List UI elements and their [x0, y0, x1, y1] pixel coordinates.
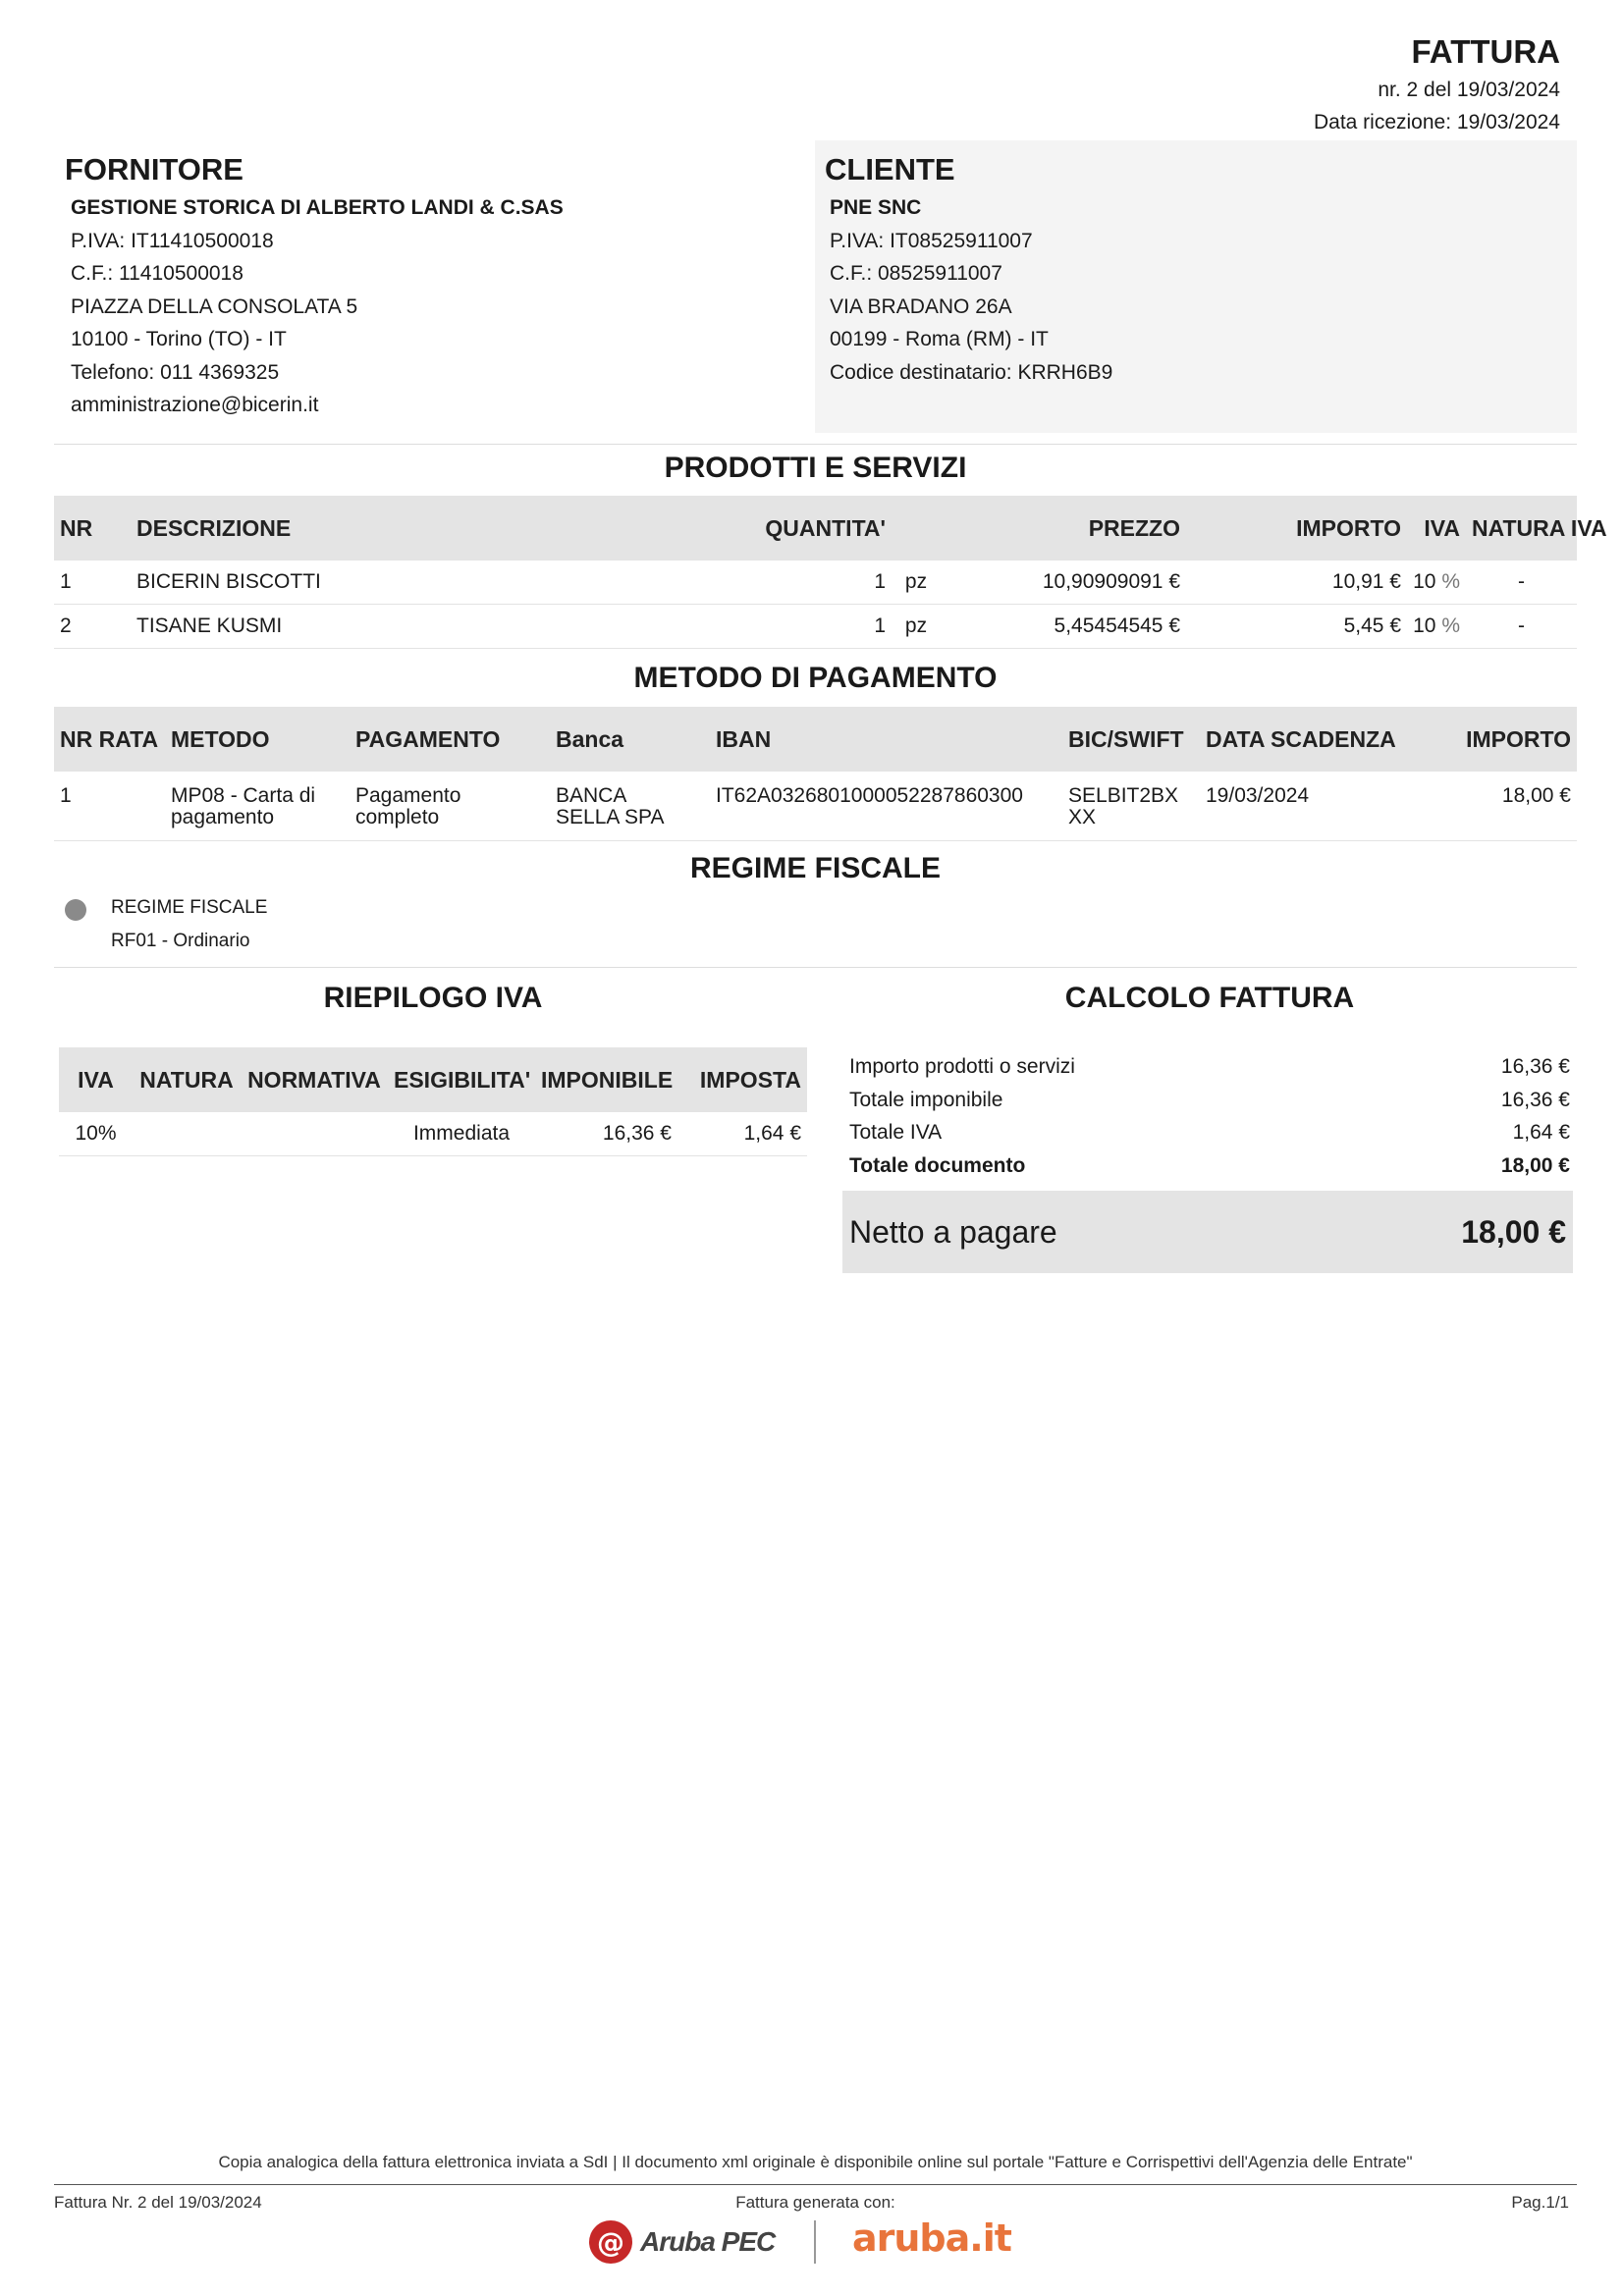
fornitore-piva: P.IVA: IT11410500018 [71, 229, 274, 252]
aruba-it-logo: aruba.it [852, 2216, 1011, 2260]
row-natura: - [1466, 561, 1577, 605]
calcolo-row [842, 1116, 1577, 1149]
col-iban: IBAN [710, 707, 1062, 772]
pagamento-table [54, 707, 1577, 841]
row-natura [133, 1112, 241, 1156]
row-esigibilita: Immediata [388, 1112, 535, 1156]
row-bic-line1: SELBIT2BX [1068, 784, 1179, 807]
fornitore-address: PIAZZA DELLA CONSOLATA 5 [71, 294, 358, 318]
table-row [54, 772, 1577, 841]
cliente-codice: Codice destinatario: KRRH6B9 [830, 360, 1113, 384]
riepilogo-title: RIEPILOGO IVA [323, 982, 543, 1014]
col-descrizione: DESCRIZIONE [131, 496, 680, 561]
row-iban: IT62A0326801000052287860300 [710, 772, 1062, 841]
row-unita: pz [892, 561, 941, 605]
aruba-pec-logo-text: Aruba PEC [640, 2226, 776, 2257]
col-normativa: NORMATIVA [241, 1047, 388, 1112]
calcolo-row [842, 1084, 1577, 1117]
col-metodo: METODO [165, 707, 350, 772]
row-iva-value: 10 [1413, 570, 1436, 593]
footer-note: Copia analogica della fattura elettronica inviata a SdI | Il documento xml originale è disponibile online sul portale "Fatture e Corrispettivi dell'Agenzia delle Entrate" [218, 2153, 1413, 2171]
row-importo: 18,00 € [1410, 772, 1577, 841]
row-descrizione: BICERIN BISCOTTI [131, 561, 680, 605]
col-banca: Banca [550, 707, 710, 772]
row-natura: - [1466, 605, 1577, 649]
cliente-city: 00199 - Roma (RM) - IT [830, 328, 1049, 350]
footer-page: Pag.1/1 [1511, 2193, 1569, 2212]
row-iva [1407, 605, 1466, 649]
cliente-title: CLIENTE [825, 152, 955, 187]
col-nr: NR [54, 496, 131, 561]
row-nr: 2 [54, 605, 131, 649]
calcolo-value: 16,36 € [1500, 1088, 1570, 1111]
fornitore-phone: Telefono: 011 4369325 [71, 360, 280, 384]
prodotti-title: PRODOTTI E SERVIZI [664, 452, 967, 484]
calcolo-value: 1,64 € [1512, 1121, 1570, 1144]
cliente-block [825, 152, 1112, 389]
invoice-title: FATTURA [1411, 33, 1560, 70]
row-importo: 10,91 € [1186, 561, 1407, 605]
row-pagamento-line1: Pagamento [355, 784, 461, 807]
row-descrizione: TISANE KUSMI [131, 605, 680, 649]
aruba-pec-icon: @ [589, 2220, 632, 2264]
col-unita [892, 496, 941, 561]
row-quantita: 1 [680, 561, 892, 605]
col-imponibile: IMPONIBILE [535, 1047, 677, 1112]
table-row [59, 1112, 807, 1156]
col-iva: IVA [59, 1047, 133, 1112]
riepilogo-table [59, 1047, 807, 1156]
footer-invoice-ref: Fattura Nr. 2 del 19/03/2024 [54, 2193, 262, 2212]
col-bic: BIC/SWIFT [1062, 707, 1200, 772]
netto-box [842, 1191, 1573, 1273]
row-banca-line2: SELLA SPA [556, 806, 665, 828]
table-row [54, 605, 1577, 649]
calcolo-label: Totale documento [849, 1153, 1026, 1177]
regime-value: RF01 - Ordinario [111, 931, 250, 951]
cliente-address: VIA BRADANO 26A [830, 294, 1012, 318]
table-row [54, 561, 1577, 605]
calcolo-title: CALCOLO FATTURA [1064, 982, 1355, 1014]
divider [54, 444, 1577, 445]
aruba-pec-logo [589, 2220, 775, 2264]
netto-label: Netto a pagare [849, 1213, 1057, 1250]
footer-divider [54, 2184, 1577, 2185]
col-esigibilita: ESIGIBILITA' [388, 1047, 535, 1112]
row-scadenza: 19/03/2024 [1200, 772, 1410, 841]
logo-separator [814, 2220, 816, 2264]
fornitore-city: 10100 - Torino (TO) - IT [71, 328, 287, 350]
bullet-icon [65, 899, 86, 921]
cliente-cf: C.F.: 08525911007 [830, 262, 1002, 285]
row-pagamento-line2: completo [355, 806, 440, 828]
row-nr: 1 [54, 561, 131, 605]
cliente-name: PNE SNC [830, 196, 922, 219]
row-nr-rata: 1 [54, 772, 165, 841]
calcolo-label: Totale IVA [849, 1121, 943, 1144]
pagamento-title: METODO DI PAGAMENTO [633, 662, 998, 694]
row-prezzo: 10,90909091 € [941, 561, 1186, 605]
fornitore-block [65, 152, 564, 422]
col-quantita: QUANTITA' [680, 496, 892, 561]
row-quantita: 1 [680, 605, 892, 649]
col-natura: NATURA [133, 1047, 241, 1112]
row-iva [1407, 561, 1466, 605]
divider [54, 967, 1577, 968]
calcolo-value: 18,00 € [1500, 1153, 1570, 1177]
row-importo: 5,45 € [1186, 605, 1407, 649]
regime-label: REGIME FISCALE [111, 897, 268, 918]
regime-title: REGIME FISCALE [689, 852, 941, 884]
col-importo: IMPORTO [1186, 496, 1407, 561]
col-scadenza: DATA SCADENZA [1200, 707, 1410, 772]
prodotti-table [54, 496, 1607, 649]
netto-value: 18,00 € [1461, 1213, 1566, 1250]
col-imposta: IMPOSTA [677, 1047, 807, 1112]
row-prezzo: 5,45454545 € [941, 605, 1186, 649]
row-iva-value: 10 [1413, 614, 1436, 637]
row-iva: 10% [59, 1112, 133, 1156]
row-iva-pct: % [1441, 570, 1460, 593]
row-pagamento [350, 772, 550, 841]
col-iva: IVA [1407, 496, 1466, 561]
fornitore-email: amministrazione@bicerin.it [71, 394, 319, 416]
row-iva-pct: % [1441, 614, 1460, 637]
calcolo-label: Importo prodotti o servizi [849, 1055, 1075, 1078]
fornitore-cf: C.F.: 11410500018 [71, 262, 243, 285]
calcolo-block [842, 1050, 1577, 1182]
fornitore-title: FORNITORE [65, 152, 243, 187]
row-bic-line2: XX [1068, 806, 1097, 828]
col-prezzo: PREZZO [941, 496, 1186, 561]
col-natura: NATURA IVA [1466, 496, 1577, 561]
calcolo-row [842, 1050, 1577, 1084]
row-banca [550, 772, 710, 841]
footer-generated-with: Fattura generata con: [735, 2193, 895, 2212]
row-metodo-line1: MP08 - Carta di [171, 784, 316, 807]
calcolo-row-total [842, 1149, 1577, 1183]
invoice-received-date: Data ricezione: 19/03/2024 [1313, 111, 1560, 133]
fornitore-name: GESTIONE STORICA DI ALBERTO LANDI & C.SAS [71, 196, 564, 219]
calcolo-value: 16,36 € [1500, 1055, 1570, 1078]
row-unita: pz [892, 605, 941, 649]
cliente-piva: P.IVA: IT08525911007 [830, 229, 1033, 252]
calcolo-label: Totale imponibile [849, 1088, 1003, 1111]
row-bic [1062, 772, 1200, 841]
col-importo: IMPORTO [1410, 707, 1577, 772]
row-metodo-line2: pagamento [171, 806, 275, 828]
row-imponibile: 16,36 € [535, 1112, 677, 1156]
row-banca-line1: BANCA [556, 784, 627, 807]
col-nr-rata: NR RATA [54, 707, 165, 772]
row-metodo [165, 772, 350, 841]
row-normativa [241, 1112, 388, 1156]
row-imposta: 1,64 € [677, 1112, 807, 1156]
col-pagamento: PAGAMENTO [350, 707, 550, 772]
invoice-number: nr. 2 del 19/03/2024 [1378, 79, 1560, 101]
